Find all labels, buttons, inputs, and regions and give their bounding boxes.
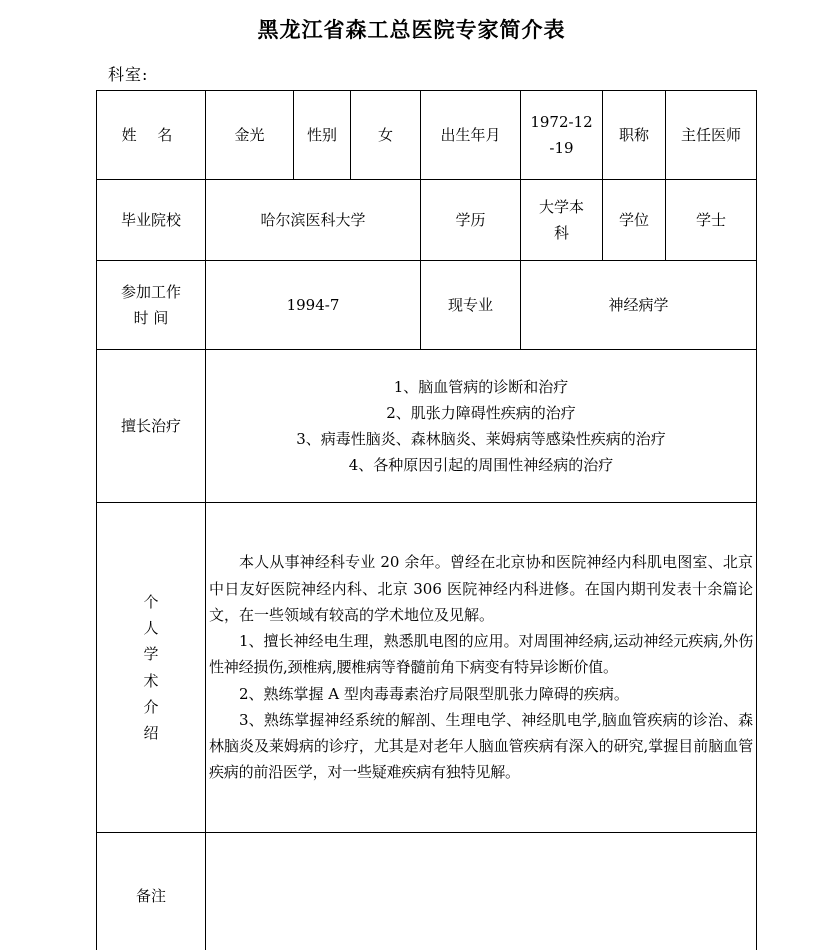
cell-work-value: 1994-7 [206, 261, 421, 350]
academic-label-char: 绍 [143, 724, 159, 742]
cell-title-label: 职称 [603, 91, 666, 180]
cell-skill-label: 擅长治疗 [97, 350, 206, 503]
cell-work-label [97, 261, 206, 350]
work-label-line2: 时 间 [133, 309, 169, 327]
cell-education-label: 学历 [421, 180, 521, 261]
table-row-work [97, 261, 757, 350]
skill-item: 3、病毒性脑炎、森林脑炎、莱姆病等感染性疾病的治疗 [296, 430, 666, 448]
page-title: 黑龙江省森工总医院专家简介表 [257, 17, 566, 42]
department-label: 科室: [108, 65, 149, 84]
cell-skill-list [206, 350, 757, 503]
cell-birth-label: 出生年月 [421, 91, 521, 180]
academic-paragraph: 2、熟练掌握 A 型肉毒毒素治疗局限型肌张力障碍的疾病。 [239, 684, 629, 703]
academic-label-char: 学 [143, 645, 159, 664]
academic-label-char: 介 [143, 697, 159, 716]
cell-birth-value [521, 91, 603, 180]
education-value-line1: 大学本 [538, 197, 584, 216]
cell-name-value: 金光 [206, 91, 294, 180]
cell-major-label: 现专业 [421, 261, 521, 350]
cell-major-value: 神经病学 [521, 261, 757, 350]
skill-item: 4、各种原因引起的周围性神经病的治疗 [348, 456, 614, 475]
table-row-school [97, 180, 757, 261]
table-row-note [97, 833, 757, 950]
department-line [108, 62, 305, 85]
cell-academic-label [97, 503, 206, 833]
cell-gender-label: 性别 [294, 91, 351, 180]
cell-gender-value: 女 [351, 91, 421, 180]
cell-note-label: 备注 [97, 833, 206, 950]
cell-note-value [206, 833, 757, 950]
academic-label-char: 术 [143, 671, 159, 690]
academic-paragraph: 本人从事神经科专业 20 余年。曾经在北京协和医院神经内科肌电图室、北京中日友好医院神经内科、北京 306 医院神经内科进修。在国内期刊发表十余篇论文，在一些领域有较高的学术地位及见解。 [209, 553, 753, 624]
table-row-academic [97, 503, 757, 833]
table-row-basic [97, 91, 757, 180]
education-value-line2: 科 [553, 224, 569, 242]
academic-label-char: 人 [143, 619, 159, 637]
academic-paragraph: 1、擅长神经电生理，熟悉肌电图的应用。对周围神经病,运动神经元疾病,外伤性神经损伤,颈椎病,腰椎病等脊髓前角下病变有特异诊断价值。 [209, 632, 753, 677]
cell-education-value [521, 180, 603, 261]
cell-academic-body [206, 503, 757, 833]
expert-profile-table [96, 90, 757, 950]
skill-item: 2、肌张力障碍性疾病的治疗 [386, 403, 576, 422]
work-label-line1: 参加工作 [120, 282, 181, 301]
birth-value-line2: -19 [549, 139, 574, 157]
cell-school-label: 毕业院校 [97, 180, 206, 261]
skill-item: 1、脑血管病的诊断和治疗 [393, 377, 569, 396]
cell-degree-label: 学位 [603, 180, 666, 261]
cell-name-label: 姓 名 [97, 91, 206, 180]
academic-label-char: 个 [143, 592, 159, 611]
birth-value-line1: 1972-12 [530, 112, 593, 131]
cell-school-value: 哈尔滨医科大学 [206, 180, 421, 261]
cell-degree-value: 学士 [666, 180, 757, 261]
cell-title-value: 主任医师 [666, 91, 757, 180]
table-row-skill [97, 350, 757, 503]
academic-paragraph: 3、熟练掌握神经系统的解剖、生理电学、神经肌电学,脑血管疾病的诊治、森林脑炎及莱姆病的诊疗，尤其是对老年人脑血管疾病有深入的研究,掌握目前脑血管疾病的前沿医学，对一些疑难疾病有独特见解。 [209, 710, 753, 782]
